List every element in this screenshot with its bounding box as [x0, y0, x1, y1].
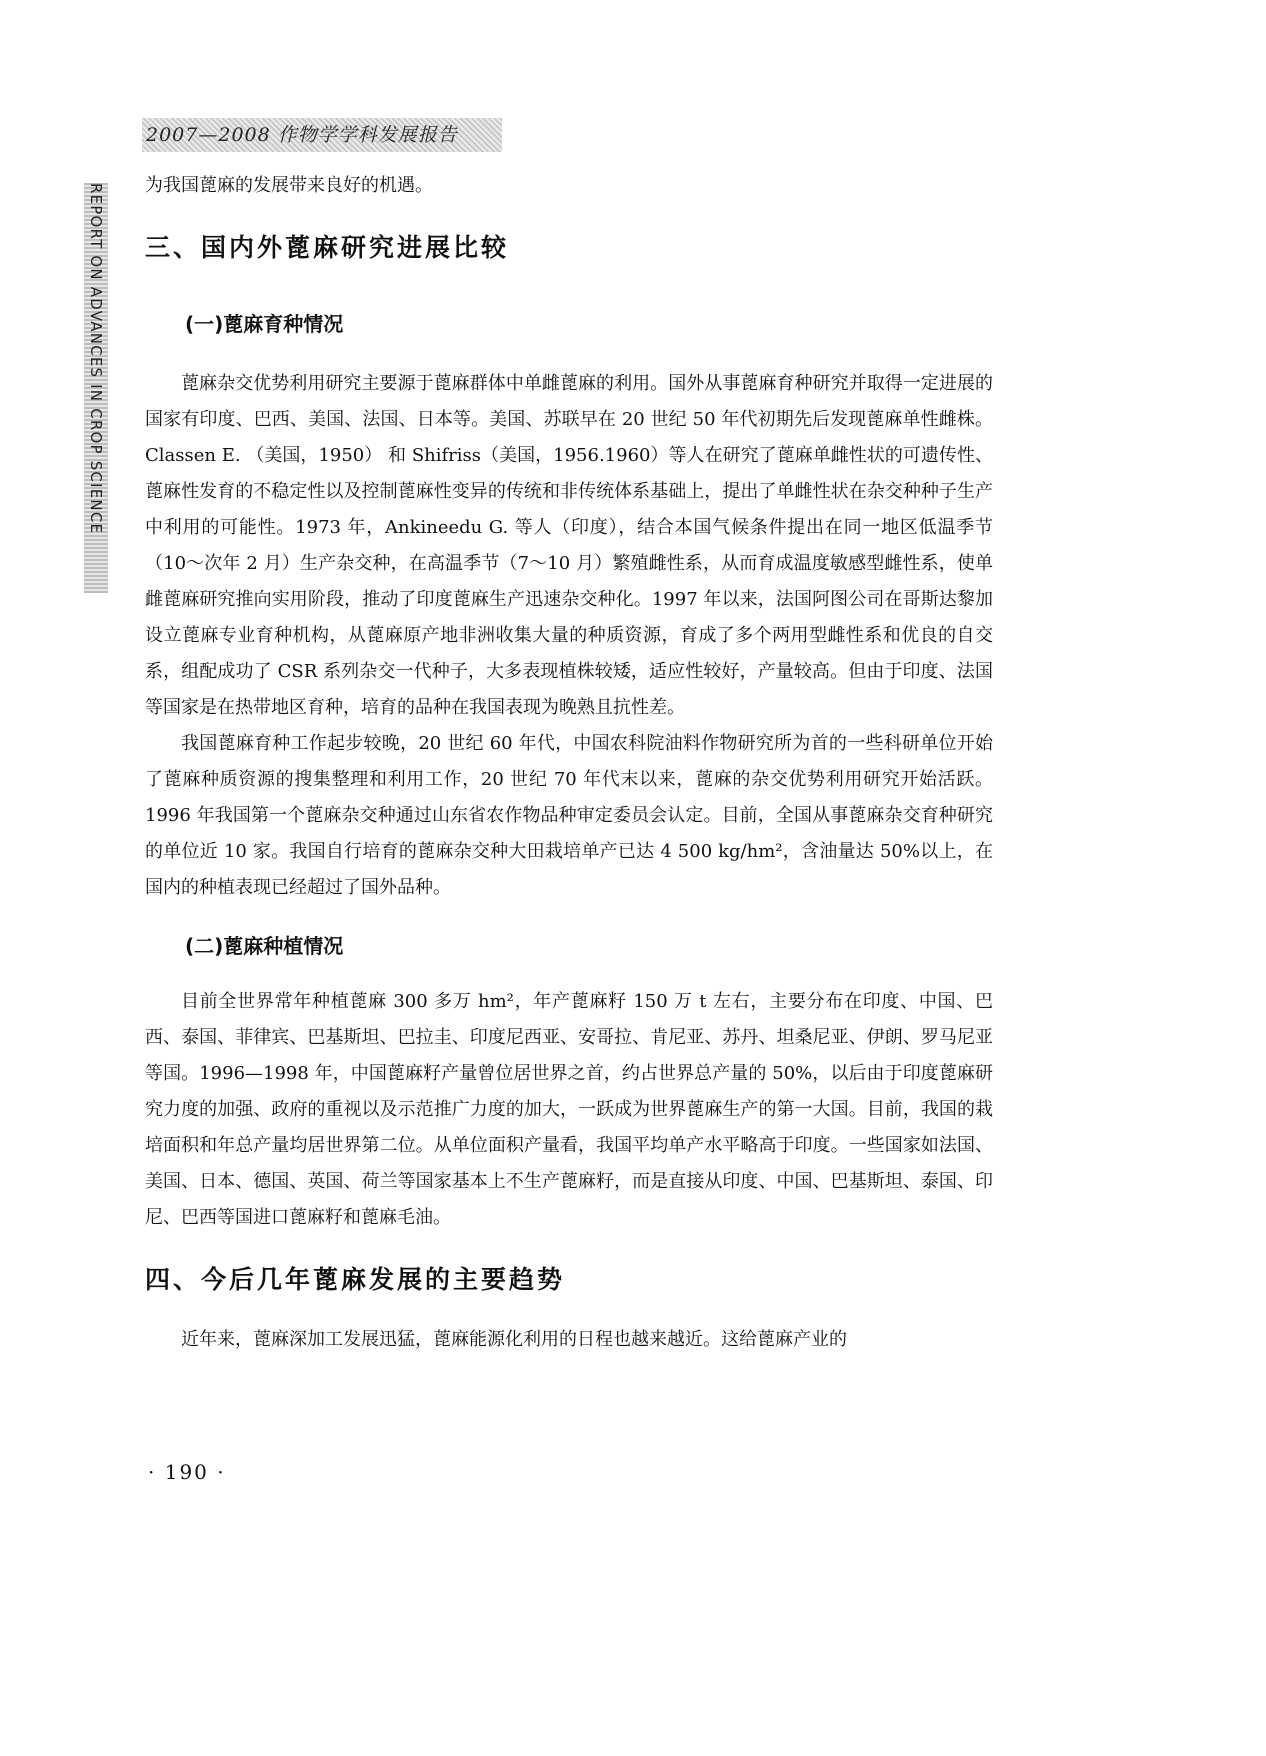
running-title: 2007—2008 作物学学科发展报告 — [146, 124, 458, 146]
side-tab — [84, 183, 108, 593]
running-header — [142, 118, 502, 152]
section-4-paragraph-1: 近年来，蓖麻深加工发展迅猛，蓖麻能源化利用的日程也越来越近。这给蓖麻产业的 — [181, 1329, 847, 1350]
side-label: REPORT ON ADVANCES IN CROP SCIENCE — [87, 183, 105, 535]
page-body — [145, 168, 993, 1358]
subsection-2-heading: (二)蓖麻种植情况 — [185, 934, 344, 958]
intro-line: 为我国蓖麻的发展带来良好的机遇。 — [145, 175, 433, 196]
page-number: · 190 · — [148, 1460, 226, 1484]
subsection-1-paragraph-2: 我国蓖麻育种工作起步较晚，20 世纪 60 年代，中国农科院油料作物研究所为首的一些科研单位开始了蓖麻种质资源的搜集整理和利用工作，20 世纪 70 年代末以来，蓖麻的杂交优势利用研究开始活跃。1996 年我国第一个蓖麻杂交种通过山东省农作物品种审定委员会认定。目前，全国从事蓖麻杂交育种研究的单位近 10 家。我国自行培育的蓖麻杂交种大田栽培单产已达 4 500 kg/hm²，含油量达 50%以上，在国内的种植表现已经超过了国外品种。 — [145, 733, 993, 898]
subsection-1-heading: (一)蓖麻育种情况 — [185, 312, 344, 336]
subsection-2-paragraph-1: 目前全世界常年种植蓖麻 300 多万 hm²，年产蓖麻籽 150 万 t 左右，主要分布在印度、中国、巴西、泰国、菲律宾、巴基斯坦、巴拉圭、印度尼西亚、安哥拉、肯尼亚、苏丹、坦桑尼亚、伊朗、罗马尼亚等国。1996—1998 年，中国蓖麻籽产量曾位居世界之首，约占世界总产量的 50%，以后由于印度蓖麻研究力度的加强、政府的重视以及示范推广力度的加大，一跃成为世界蓖麻生产的第一大国。目前，我国的栽培面积和年总产量均居世界第二位。从单位面积产量看，我国平均单产水平略高于印度。一些国家如法国、美国、日本、德国、英国、荷兰等国家基本上不生产蓖麻籽，而是直接从印度、中国、巴基斯坦、泰国、印尼、巴西等国进口蓖麻籽和蓖麻毛油。 — [145, 991, 993, 1228]
section-3-heading: 三、国内外蓖麻研究进展比较 — [145, 233, 510, 262]
section-4-heading: 四、今后几年蓖麻发展的主要趋势 — [145, 1265, 566, 1294]
subsection-1-paragraph-1: 蓖麻杂交优势利用研究主要源于蓖麻群体中单雌蓖麻的利用。国外从事蓖麻育种研究并取得一定进展的国家有印度、巴西、美国、法国、日本等。美国、苏联早在 20 世纪 50 年代初期先后发现蓖麻单性雌株。Classen E. （美国，1950） 和 Shifriss（美国，1956.1960）等人在研究了蓖麻单雌性状的可遗传性、蓖麻性发育的不稳定性以及控制蓖麻性变异的传统和非传统体系基础上，提出了单雌性状在杂交种种子生产中利用的可能性。1973 年，Ankineedu G. 等人（印度），结合本国气候条件提出在同一地区低温季节（10～次年 2 月）生产杂交种，在高温季节（7～10 月）繁殖雌性系，从而育成温度敏感型雌性系，使单雌蓖麻研究推向实用阶段，推动了印度蓖麻生产迅速杂交种化。1997 年以来，法国阿图公司在哥斯达黎加设立蓖麻专业育种机构，从蓖麻原产地非洲收集大量的种质资源，育成了多个两用型雌性系和优良的自交系，组配成功了 CSR 系列杂交一代种子，大多表现植株较矮，适应性较好，产量较高。但由于印度、法国等国家是在热带地区育种，培育的品种在我国表现为晚熟且抗性差。 — [145, 373, 993, 718]
